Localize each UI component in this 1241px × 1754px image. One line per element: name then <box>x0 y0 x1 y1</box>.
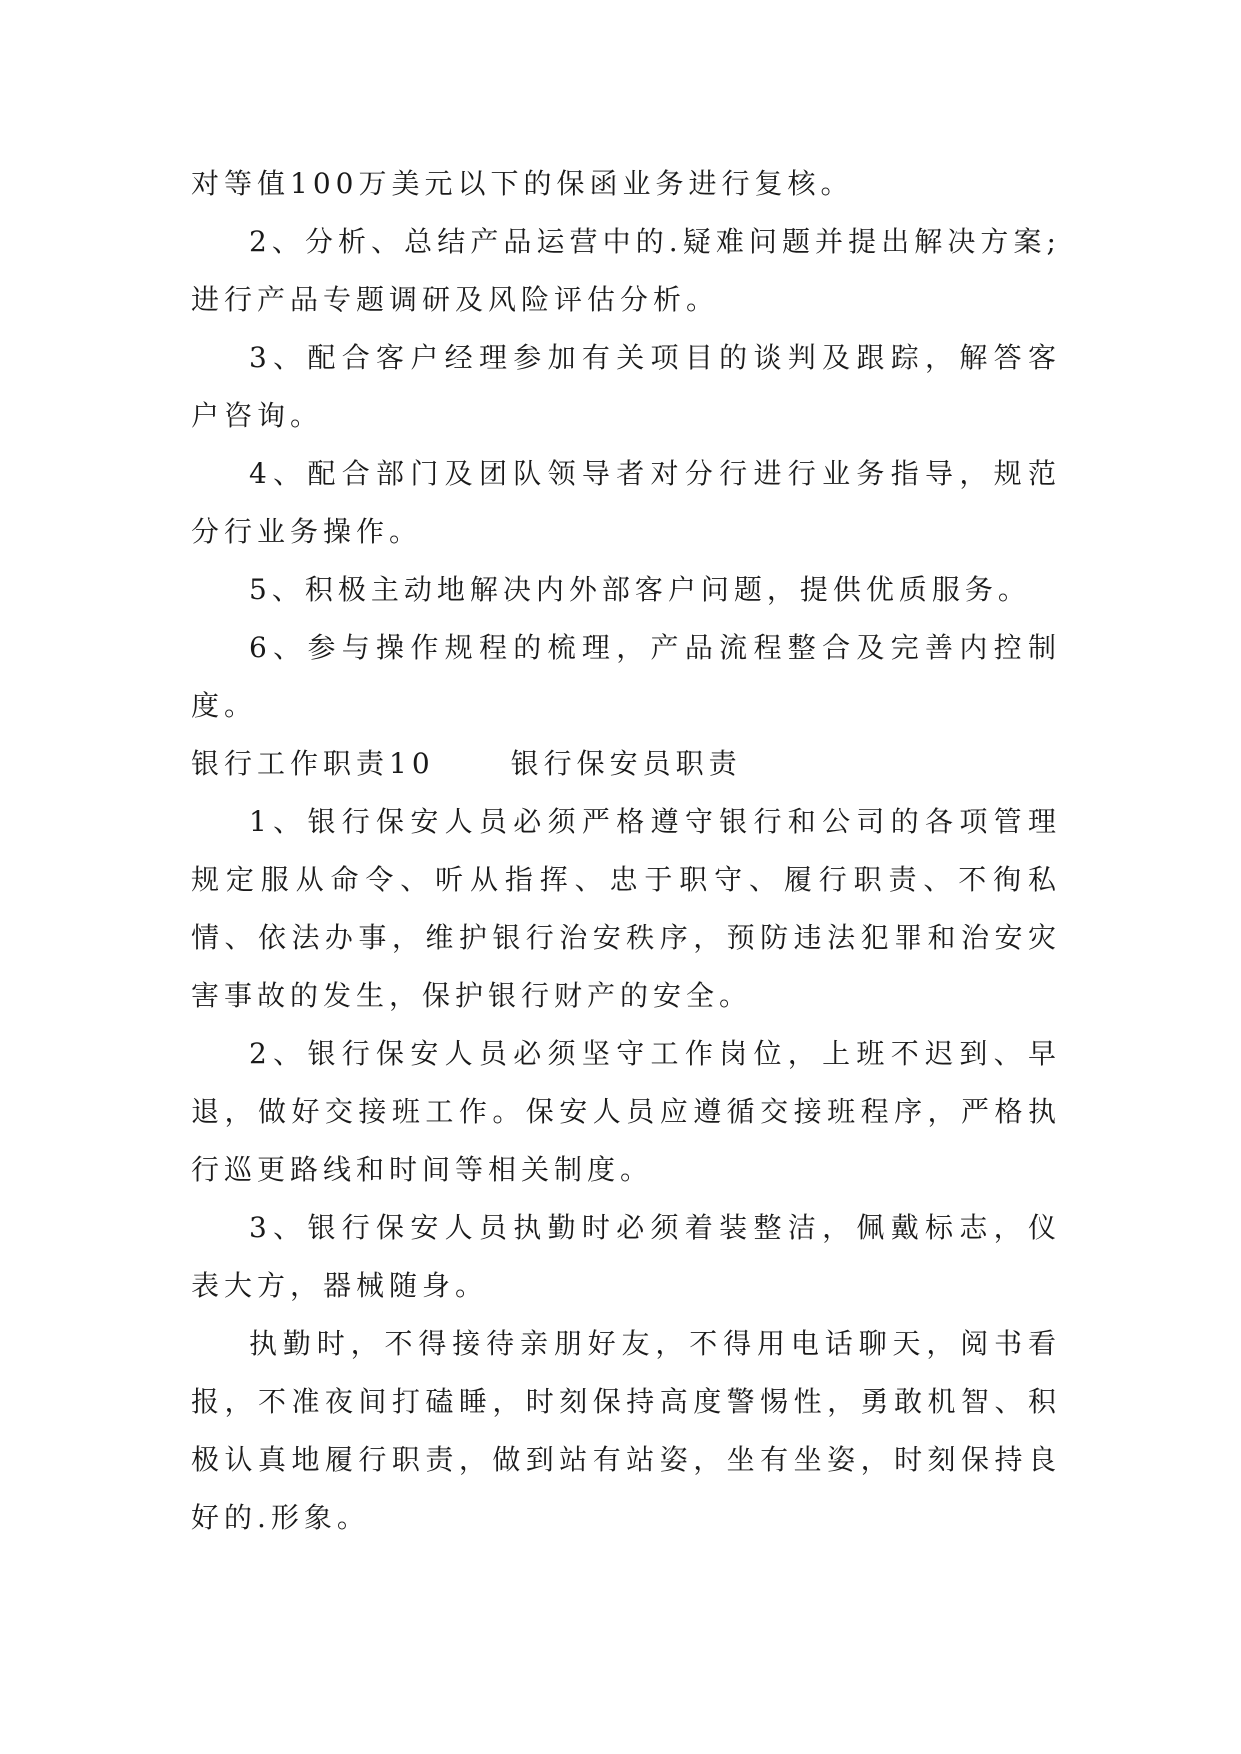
paragraph-item-3: 3、配合客户经理参加有关项目的谈判及跟踪，解答客户咨询。 <box>191 341 1061 432</box>
paragraph-continuation: 对等值100万美元以下的保函业务进行复核。 <box>191 167 854 200</box>
guard-duty-2: 2、银行保安人员必须坚守工作岗位，上班不迟到、早退，做好交接班工作。保安人员应遵循交接班程序，严格执行巡更路线和时间等相关制度。 <box>191 1037 1061 1186</box>
section-title: 银行保安员职责 <box>510 747 742 780</box>
guard-duty-1: 1、银行保安人员必须严格遵守银行和公司的各项管理规定服从命令、听从指挥、忠于职守、履行职责、不徇私情、依法办事，维护银行治安秩序，预防违法犯罪和治安灾害事故的发生，保护银行财产的安全。 <box>191 805 1061 1012</box>
paragraph-item-2: 2、分析、总结产品运营中的.疑难问题并提出解决方案;进行产品专题调研及风险评估分析。 <box>191 225 1061 316</box>
guard-duty-3: 3、银行保安人员执勤时必须着装整洁，佩戴标志，仪表大方，器械随身。 <box>191 1211 1061 1302</box>
section-heading <box>191 735 1061 793</box>
paragraph-item-4: 4、配合部门及团队领导者对分行进行业务指导，规范分行业务操作。 <box>191 457 1061 548</box>
paragraph-item-5: 5、积极主动地解决内外部客户问题，提供优质服务。 <box>249 573 1031 606</box>
guard-duty-conduct: 执勤时，不得接待亲朋好友，不得用电话聊天，阅书看报，不准夜间打磕睡，时刻保持高度警惕性，勇敢机智、积极认真地履行职责，做到站有站姿，坐有坐姿，时刻保持良好的.形象。 <box>191 1327 1061 1534</box>
section-number-label: 银行工作职责10 <box>191 747 435 780</box>
document-page <box>191 155 1061 1547</box>
paragraph-item-6: 6、参与操作规程的梳理，产品流程整合及完善内控制度。 <box>191 631 1061 722</box>
